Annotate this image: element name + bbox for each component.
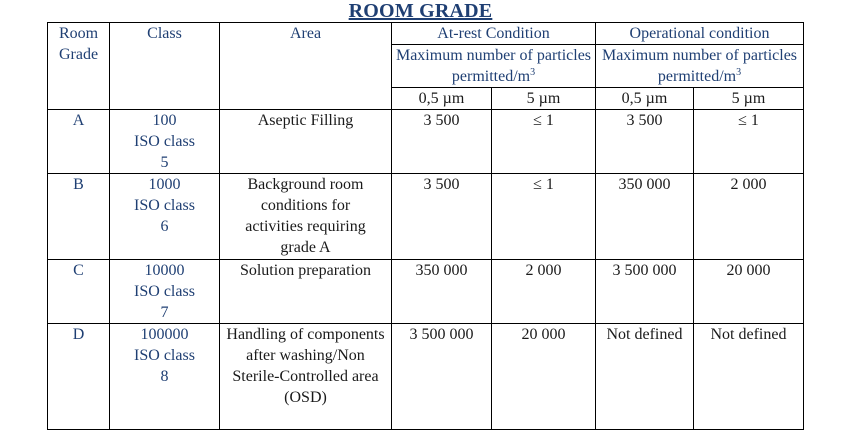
cell-rest-5: ≤ 1	[492, 110, 596, 174]
cell-rest-05: 350 000	[392, 260, 492, 324]
max-particles-sup: 3	[736, 67, 742, 78]
cell-class: 100000 ISO class 8	[110, 324, 220, 430]
cell-rest-05: 3 500	[392, 110, 492, 174]
cell-class: 10000 ISO class 7	[110, 260, 220, 324]
cell-op-5: 2 000	[694, 174, 804, 260]
cell-op-5: Not defined	[694, 324, 804, 430]
header-size-5-op: 5 µm	[694, 88, 804, 110]
header-max-particles-op	[596, 45, 804, 88]
header-size-05-rest: 0,5 µm	[392, 88, 492, 110]
cell-rest-5: 20 000	[492, 324, 596, 430]
header-row-1	[48, 23, 804, 45]
cell-class: 1000 ISO class 6	[110, 174, 220, 260]
cell-area: Aseptic Filling	[220, 110, 392, 174]
table-row	[48, 324, 804, 430]
cell-area: Handling of components after washing/Non Sterile-Controlled area (OSD)	[220, 324, 392, 430]
cell-op-5: ≤ 1	[694, 110, 804, 174]
header-area: Area	[220, 23, 392, 110]
cell-rest-05: 3 500 000	[392, 324, 492, 430]
page-title: ROOM GRADE	[348, 0, 493, 22]
cell-op-05: 350 000	[596, 174, 694, 260]
cell-op-05: 3 500	[596, 110, 694, 174]
header-max-particles-rest	[392, 45, 596, 88]
cell-grade: A	[48, 110, 110, 174]
cell-rest-05: 3 500	[392, 174, 492, 260]
cell-class: 100 ISO class 5	[110, 110, 220, 174]
header-operational: Operational condition	[596, 23, 804, 45]
cell-op-05: 3 500 000	[596, 260, 694, 324]
room-grade-table	[47, 22, 804, 430]
cell-area: Solution preparation	[220, 260, 392, 324]
max-particles-text: Maximum number of particles permitted/m	[601, 47, 798, 85]
table-row	[48, 260, 804, 324]
cell-rest-5: ≤ 1	[492, 174, 596, 260]
max-particles-text: Maximum number of particles permitted/m	[395, 47, 592, 85]
cell-grade: B	[48, 174, 110, 260]
header-room-grade: Room Grade	[48, 23, 110, 110]
cell-op-05: Not defined	[596, 324, 694, 430]
table-row	[48, 110, 804, 174]
table-row	[48, 174, 804, 260]
header-at-rest: At-rest Condition	[392, 23, 596, 45]
header-size-5-rest: 5 µm	[492, 88, 596, 110]
max-particles-sup: 3	[530, 67, 536, 78]
header-class: Class	[110, 23, 220, 110]
cell-grade: D	[48, 324, 110, 430]
cell-area: Background room conditions for activities requiring grade A	[220, 174, 392, 260]
cell-rest-5: 2 000	[492, 260, 596, 324]
cell-grade: C	[48, 260, 110, 324]
cell-op-5: 20 000	[694, 260, 804, 324]
header-size-05-op: 0,5 µm	[596, 88, 694, 110]
